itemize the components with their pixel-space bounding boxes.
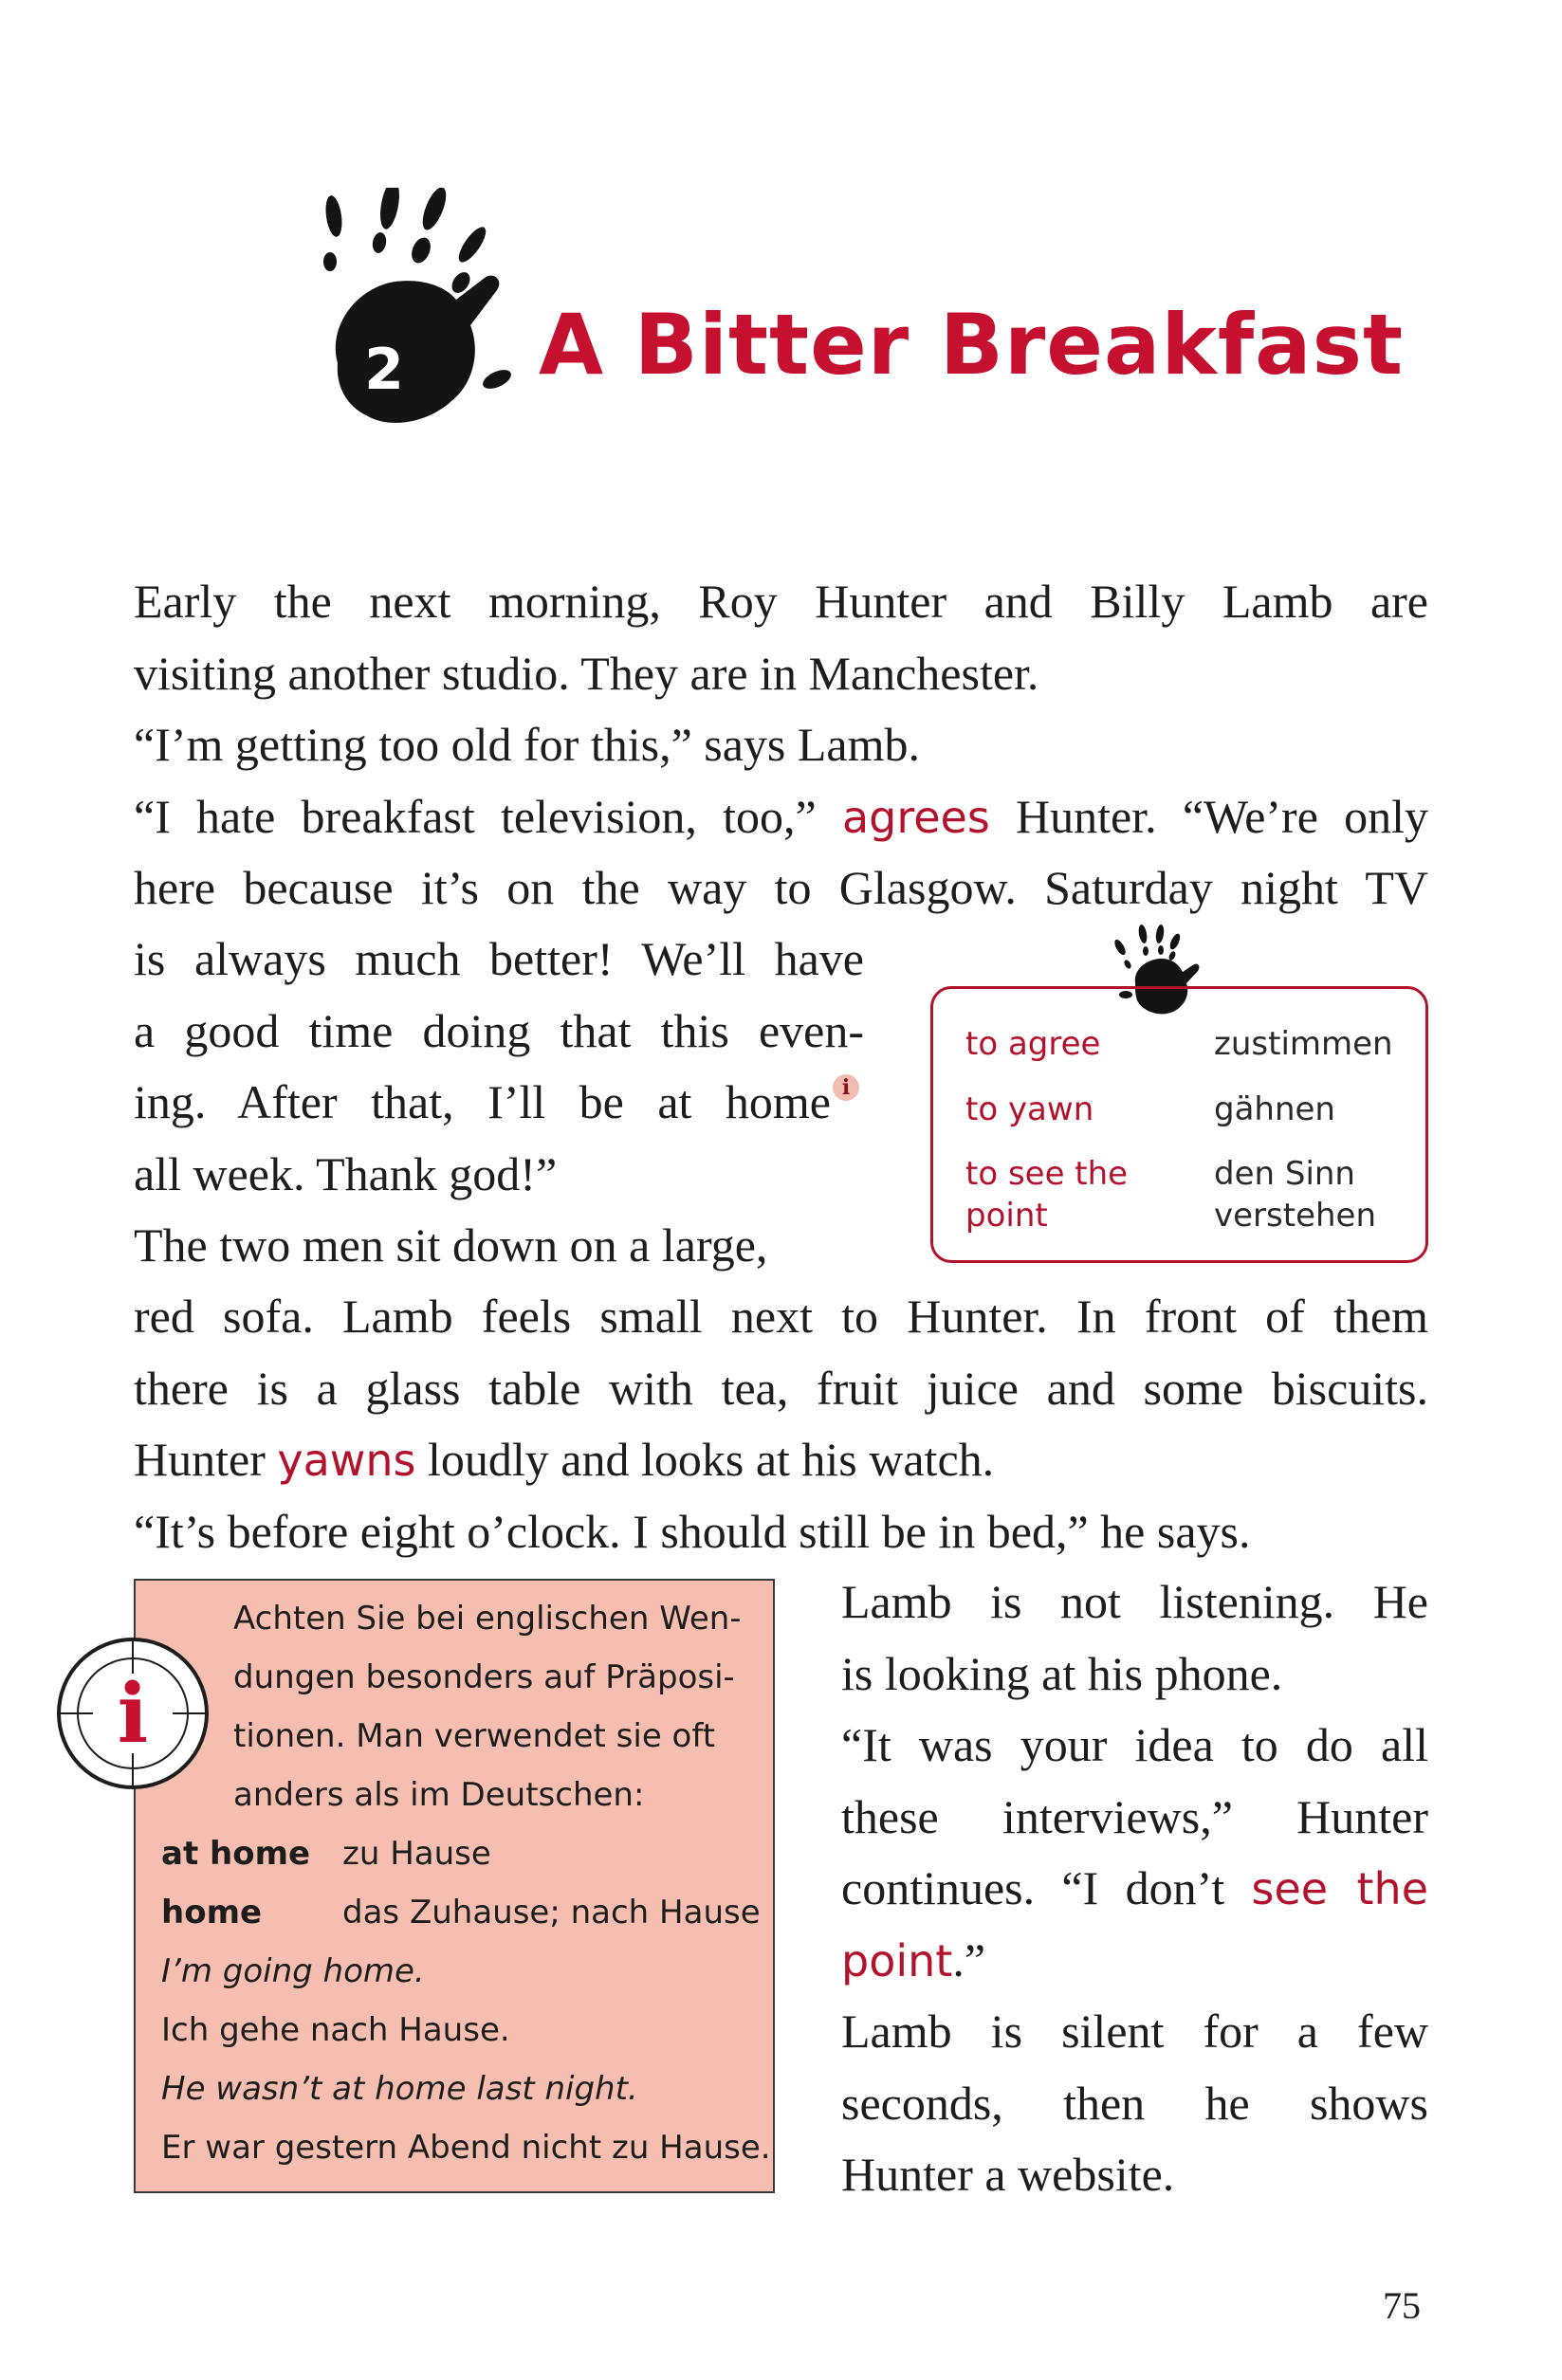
vocab-definition: gähnen xyxy=(1214,1090,1335,1128)
info-text: dungen besonders auf Präposi- xyxy=(233,1658,735,1696)
chapter-number: 2 xyxy=(364,337,404,403)
chapter-title: A Bitter Breakfast xyxy=(539,296,1405,394)
info-icon-letter: i xyxy=(117,1666,149,1762)
info-definition: zu Hause xyxy=(342,1835,491,1873)
story-line: visiting another studio. They are in Manchester. xyxy=(134,646,1039,700)
story-text: “I hate breakfast television, too,” xyxy=(134,789,842,843)
story-line: here because it’s on the way to Glasgow. Saturday night TV xyxy=(134,861,1428,914)
page-number: 75 xyxy=(1383,2284,1421,2327)
story-text: continues. “I don’t xyxy=(841,1861,1252,1914)
story-text: Hunter. “We’re only xyxy=(989,789,1428,843)
story-right-column xyxy=(841,1566,1428,2211)
vocab-definition: zustimmen xyxy=(1214,1025,1393,1063)
story-line: seconds, then he shows xyxy=(841,2076,1428,2130)
vocab-highlight-agrees: agrees xyxy=(841,791,990,843)
info-target-icon xyxy=(55,1636,211,1791)
story-line: Hunter a website. xyxy=(841,2148,1175,2201)
vocab-term: to agree xyxy=(965,1025,1101,1063)
story-text: .” xyxy=(952,1932,986,1986)
story-line: a good time doing that this even- xyxy=(134,1003,864,1057)
story-text: Hunter xyxy=(134,1433,278,1486)
vocab-term-line: point xyxy=(965,1197,1048,1235)
story-line: The two men sit down on a large, xyxy=(134,1218,768,1272)
vocab-term: to yawn xyxy=(965,1090,1094,1128)
story-line: is always much better! We’ll have xyxy=(134,932,864,985)
story-line xyxy=(841,1925,1428,1997)
vocab-definition-line: verstehen xyxy=(1214,1197,1376,1235)
story-line: is looking at his phone. xyxy=(841,1646,1283,1700)
vocab-definition-line: den Sinn xyxy=(1214,1155,1355,1193)
info-example: He wasn’t at home last night. xyxy=(161,2070,638,2108)
story-line: there is a glass table with tea, fruit juice and some biscuits. xyxy=(134,1361,1428,1415)
info-example-translation: Er war gestern Abend nicht zu Hause. xyxy=(161,2129,771,2167)
story-line: red sofa. Lamb feels small next to Hunter. In front of them xyxy=(134,1290,1428,1343)
info-example: I’m going home. xyxy=(161,1952,425,1990)
story-line xyxy=(841,1853,1428,1925)
story-intro xyxy=(134,566,1428,925)
vocab-term xyxy=(965,1153,1193,1236)
vocab-term-line: to see the xyxy=(965,1155,1129,1193)
story-line xyxy=(134,781,1428,853)
vocab-highlight-yawns: yawns xyxy=(277,1435,416,1486)
vocabulary-box xyxy=(930,986,1428,1263)
vocab-highlight-point: point xyxy=(841,1934,953,1986)
info-definition: das Zuhause; nach Hause xyxy=(342,1894,761,1931)
story-line xyxy=(134,1424,1428,1496)
story-line: “I’m getting too old for this,” says Lamb. xyxy=(134,718,921,771)
story-line: “It’s before eight o’clock. I should still be in bed,” he says. xyxy=(134,1504,1251,1558)
info-example-translation: Ich gehe nach Hause. xyxy=(161,2011,510,2049)
story-text: loudly and looks at his watch. xyxy=(415,1433,995,1486)
story-line: these interviews,” Hunter xyxy=(841,1789,1428,1843)
story-text: ing. After that, I’ll be at home xyxy=(134,1075,831,1128)
info-box xyxy=(134,1579,775,2193)
vocab-definition xyxy=(1214,1153,1423,1236)
story-wide-section xyxy=(134,1281,1428,1567)
story-narrow-column xyxy=(134,924,864,1282)
vocab-highlight-see-the-point: see the xyxy=(1251,1863,1428,1914)
story-line xyxy=(134,1067,864,1139)
story-line: Lamb is silent for a few xyxy=(841,2005,1428,2058)
handprint-icon xyxy=(300,188,546,444)
story-line: Early the next morning, Roy Hunter and Billy Lamb are xyxy=(134,575,1428,628)
info-term: home xyxy=(161,1894,263,1931)
info-text: tionen. Man verwendet sie oft xyxy=(233,1717,716,1755)
info-term: at home xyxy=(161,1835,311,1873)
story-line: Lamb is not listening. He xyxy=(841,1575,1428,1628)
info-text: anders als im Deutschen: xyxy=(233,1776,645,1814)
story-line: “It was your idea to do all xyxy=(841,1718,1428,1771)
info-marker-icon: i xyxy=(833,1074,859,1101)
story-line: all week. Thank god!” xyxy=(134,1146,558,1200)
info-text: Achten Sie bei englischen Wen- xyxy=(233,1600,742,1638)
